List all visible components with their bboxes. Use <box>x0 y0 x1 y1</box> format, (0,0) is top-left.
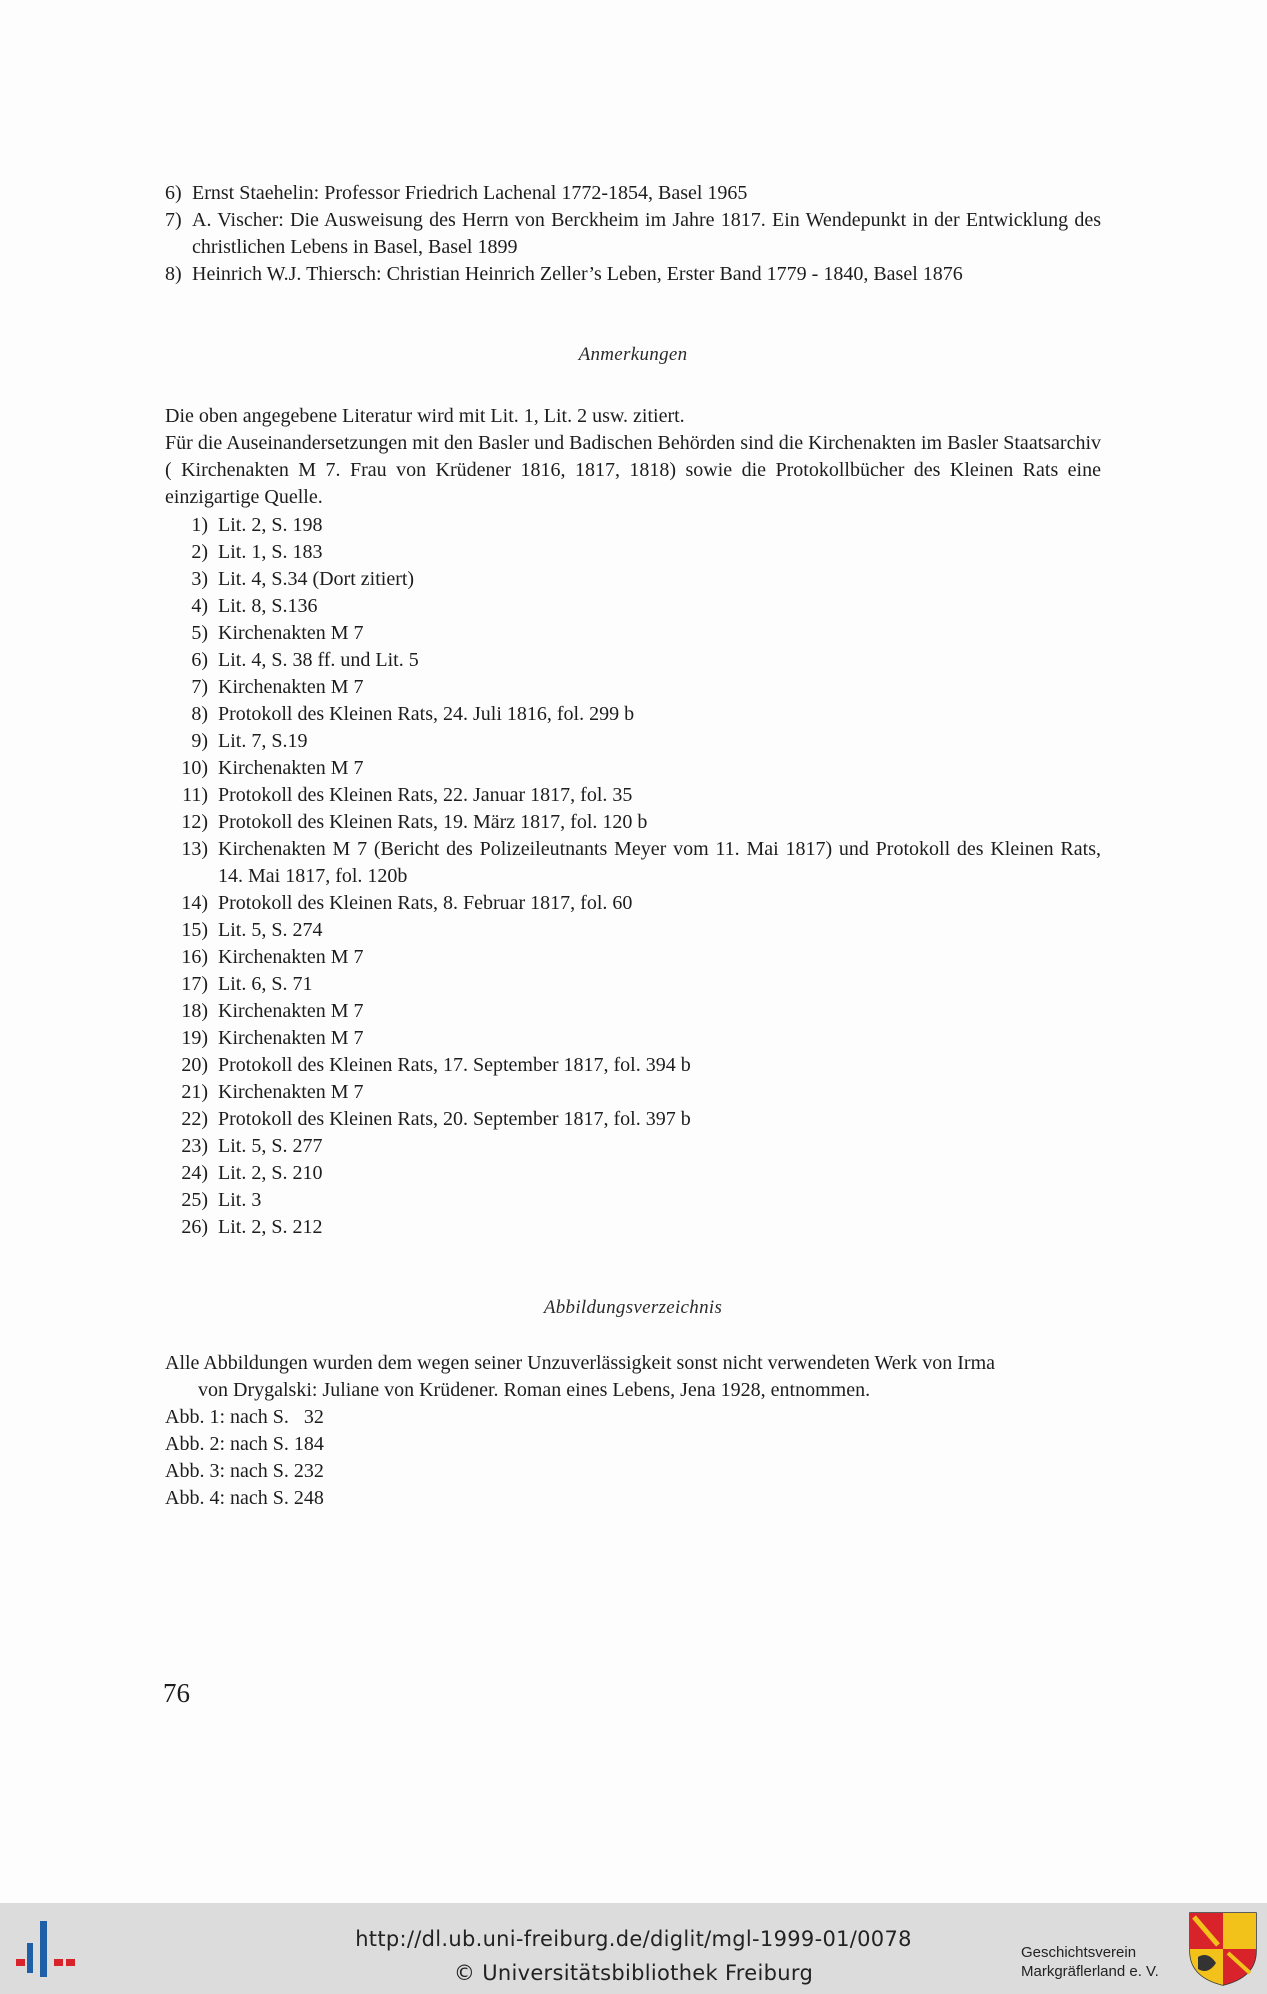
notes-heading: Anmerkungen <box>578 344 688 365</box>
footer-bar <box>0 1903 1267 1994</box>
note-text: Kirchenakten M 7 (Bericht des Polizeileutnants Meyer vom 11. Mai 1817) und Protokoll des Kleinen Rats, 14. Mai 1817, fol. 120b <box>218 838 1101 887</box>
note-item <box>165 701 1101 728</box>
note-number: 9) <box>191 730 208 752</box>
figures-list <box>165 1404 324 1512</box>
figure-item: Abb. 1: nach S. 32 <box>165 1406 324 1428</box>
figure-item: Abb. 4: nach S. 248 <box>165 1487 324 1509</box>
note-text: Lit. 4, S.34 (Dort zitiert) <box>218 568 415 590</box>
note-text: Lit. 5, S. 274 <box>218 919 323 941</box>
note-text: Lit. 8, S.136 <box>218 595 318 617</box>
note-text: Kirchenakten M 7 <box>218 676 364 698</box>
reference-item: 7) A. Vischer: Die Ausweisung des Herrn von Berckheim im Jahre 1817. Ein Wendepunkt in der Entwicklung des christlichen Lebens in Basel, Basel 1899 <box>165 209 1101 258</box>
note-number: 26) <box>181 1216 208 1238</box>
note-number: 4) <box>191 595 208 617</box>
notes-intro-line: Die oben angegebene Literatur wird mit Lit. 1, Lit. 2 usw. zitiert. <box>165 405 685 427</box>
document-url-link[interactable]: http://dl.ub.uni-freiburg.de/diglit/mgl-1999-01/0078 <box>355 1927 912 1951</box>
note-text: Kirchenakten M 7 <box>218 946 364 968</box>
reference-item: 8) Heinrich W.J. Thiersch: Christian Heinrich Zeller’s Leben, Erster Band 1779 - 1840, Basel 1876 <box>165 263 963 285</box>
note-item <box>165 1025 1101 1052</box>
note-item <box>165 1187 1101 1214</box>
note-number: 17) <box>181 973 208 995</box>
notes-intro <box>165 403 1101 511</box>
note-item <box>165 566 1101 593</box>
notes-intro-paragraph: Für die Auseinandersetzungen mit den Basler und Badischen Behörden sind die Kirchenakten im Basler Staatsarchiv ( Kirchenakten M 7. Frau von Krüdener 1816, 1817, 1818) sowie die Protokollbücher des Kleinen Rats eine einzigartige Quelle. <box>165 432 1101 508</box>
note-text: Lit. 2, S. 212 <box>218 1216 323 1238</box>
note-text: Lit. 4, S. 38 ff. und Lit. 5 <box>218 649 419 671</box>
copyright-text: © Universitätsbibliothek Freiburg <box>453 1961 814 1985</box>
note-number: 2) <box>191 541 208 563</box>
references-list <box>165 180 1101 288</box>
note-number: 19) <box>181 1027 208 1049</box>
note-number: 6) <box>191 649 208 671</box>
note-number: 1) <box>191 514 208 536</box>
note-item <box>165 728 1101 755</box>
note-number: 3) <box>191 568 208 590</box>
figures-intro-line: von Drygalski: Juliane von Krüdener. Roman eines Lebens, Jena 1928, entnommen. <box>198 1379 871 1401</box>
note-item <box>165 917 1101 944</box>
note-number: 11) <box>182 784 208 806</box>
note-item <box>165 674 1101 701</box>
note-text: Protokoll des Kleinen Rats, 8. Februar 1817, fol. 60 <box>218 892 633 914</box>
note-item <box>165 1133 1101 1160</box>
note-text: Lit. 3 <box>218 1189 262 1211</box>
note-item <box>165 1052 1101 1079</box>
note-text: Protokoll des Kleinen Rats, 20. September 1817, fol. 397 b <box>218 1108 691 1130</box>
note-number: 14) <box>181 892 208 914</box>
note-item <box>165 971 1101 998</box>
note-number: 23) <box>181 1135 208 1157</box>
figures-intro <box>165 1350 1101 1404</box>
note-text: Kirchenakten M 7 <box>218 757 364 779</box>
figure-item: Abb. 3: nach S. 232 <box>165 1460 324 1482</box>
note-item <box>165 1214 1101 1241</box>
note-number: 25) <box>181 1189 208 1211</box>
note-text: Lit. 6, S. 71 <box>218 973 313 995</box>
note-item <box>165 782 1101 809</box>
figures-intro-line: Alle Abbildungen wurden dem wegen seiner Unzuverlässigkeit sonst nicht verwendeten Werk von Irma <box>165 1352 996 1374</box>
note-number: 7) <box>191 676 208 698</box>
note-number: 8) <box>191 703 208 725</box>
note-item <box>165 539 1101 566</box>
note-text: Protokoll des Kleinen Rats, 17. September 1817, fol. 394 b <box>218 1054 691 1076</box>
note-item <box>165 1079 1101 1106</box>
note-text: Kirchenakten M 7 <box>218 1027 364 1049</box>
note-text: Kirchenakten M 7 <box>218 1081 364 1103</box>
reference-item: 6) Ernst Staehelin: Professor Friedrich Lachenal 1772-1854, Basel 1965 <box>165 182 748 204</box>
note-item <box>165 809 1101 836</box>
note-item <box>165 890 1101 917</box>
note-item <box>165 647 1101 674</box>
note-number: 18) <box>181 1000 208 1022</box>
note-number: 12) <box>181 811 208 833</box>
note-text: Lit. 2, S. 198 <box>218 514 323 536</box>
note-item <box>165 512 1101 539</box>
note-text: Protokoll des Kleinen Rats, 22. Januar 1817, fol. 35 <box>218 784 633 806</box>
note-number: 16) <box>181 946 208 968</box>
note-number: 10) <box>181 757 208 779</box>
society-crest-icon <box>1188 1911 1258 1987</box>
note-item <box>165 944 1101 971</box>
page-number: 76 <box>163 1678 190 1708</box>
note-text: Lit. 5, S. 277 <box>218 1135 323 1157</box>
figure-item: Abb. 2: nach S. 184 <box>165 1433 324 1455</box>
note-item <box>165 593 1101 620</box>
figures-heading: Abbildungsverzeichnis <box>543 1297 723 1318</box>
note-number: 21) <box>181 1081 208 1103</box>
note-text: Kirchenakten M 7 <box>218 622 364 644</box>
note-item <box>165 620 1101 647</box>
note-item <box>165 1160 1101 1187</box>
note-text: Protokoll des Kleinen Rats, 24. Juli 1816, fol. 299 b <box>218 703 635 725</box>
note-text: Protokoll des Kleinen Rats, 19. März 1817, fol. 120 b <box>218 811 648 833</box>
note-number: 15) <box>181 919 208 941</box>
note-text: Lit. 2, S. 210 <box>218 1162 323 1184</box>
note-number: 13) <box>181 838 208 860</box>
note-number: 22) <box>181 1108 208 1130</box>
note-item <box>165 1106 1101 1133</box>
note-number: 5) <box>191 622 208 644</box>
note-text: Kirchenakten M 7 <box>218 1000 364 1022</box>
note-number: 20) <box>181 1054 208 1076</box>
note-item <box>165 755 1101 782</box>
society-name: Geschichtsverein Markgräflerland e. V. <box>1021 1944 1159 1980</box>
notes-list <box>165 512 1101 1241</box>
note-item <box>165 836 1101 890</box>
note-number: 24) <box>181 1162 208 1184</box>
note-text: Lit. 7, S.19 <box>218 730 308 752</box>
note-text: Lit. 1, S. 183 <box>218 541 323 563</box>
note-item <box>165 998 1101 1025</box>
